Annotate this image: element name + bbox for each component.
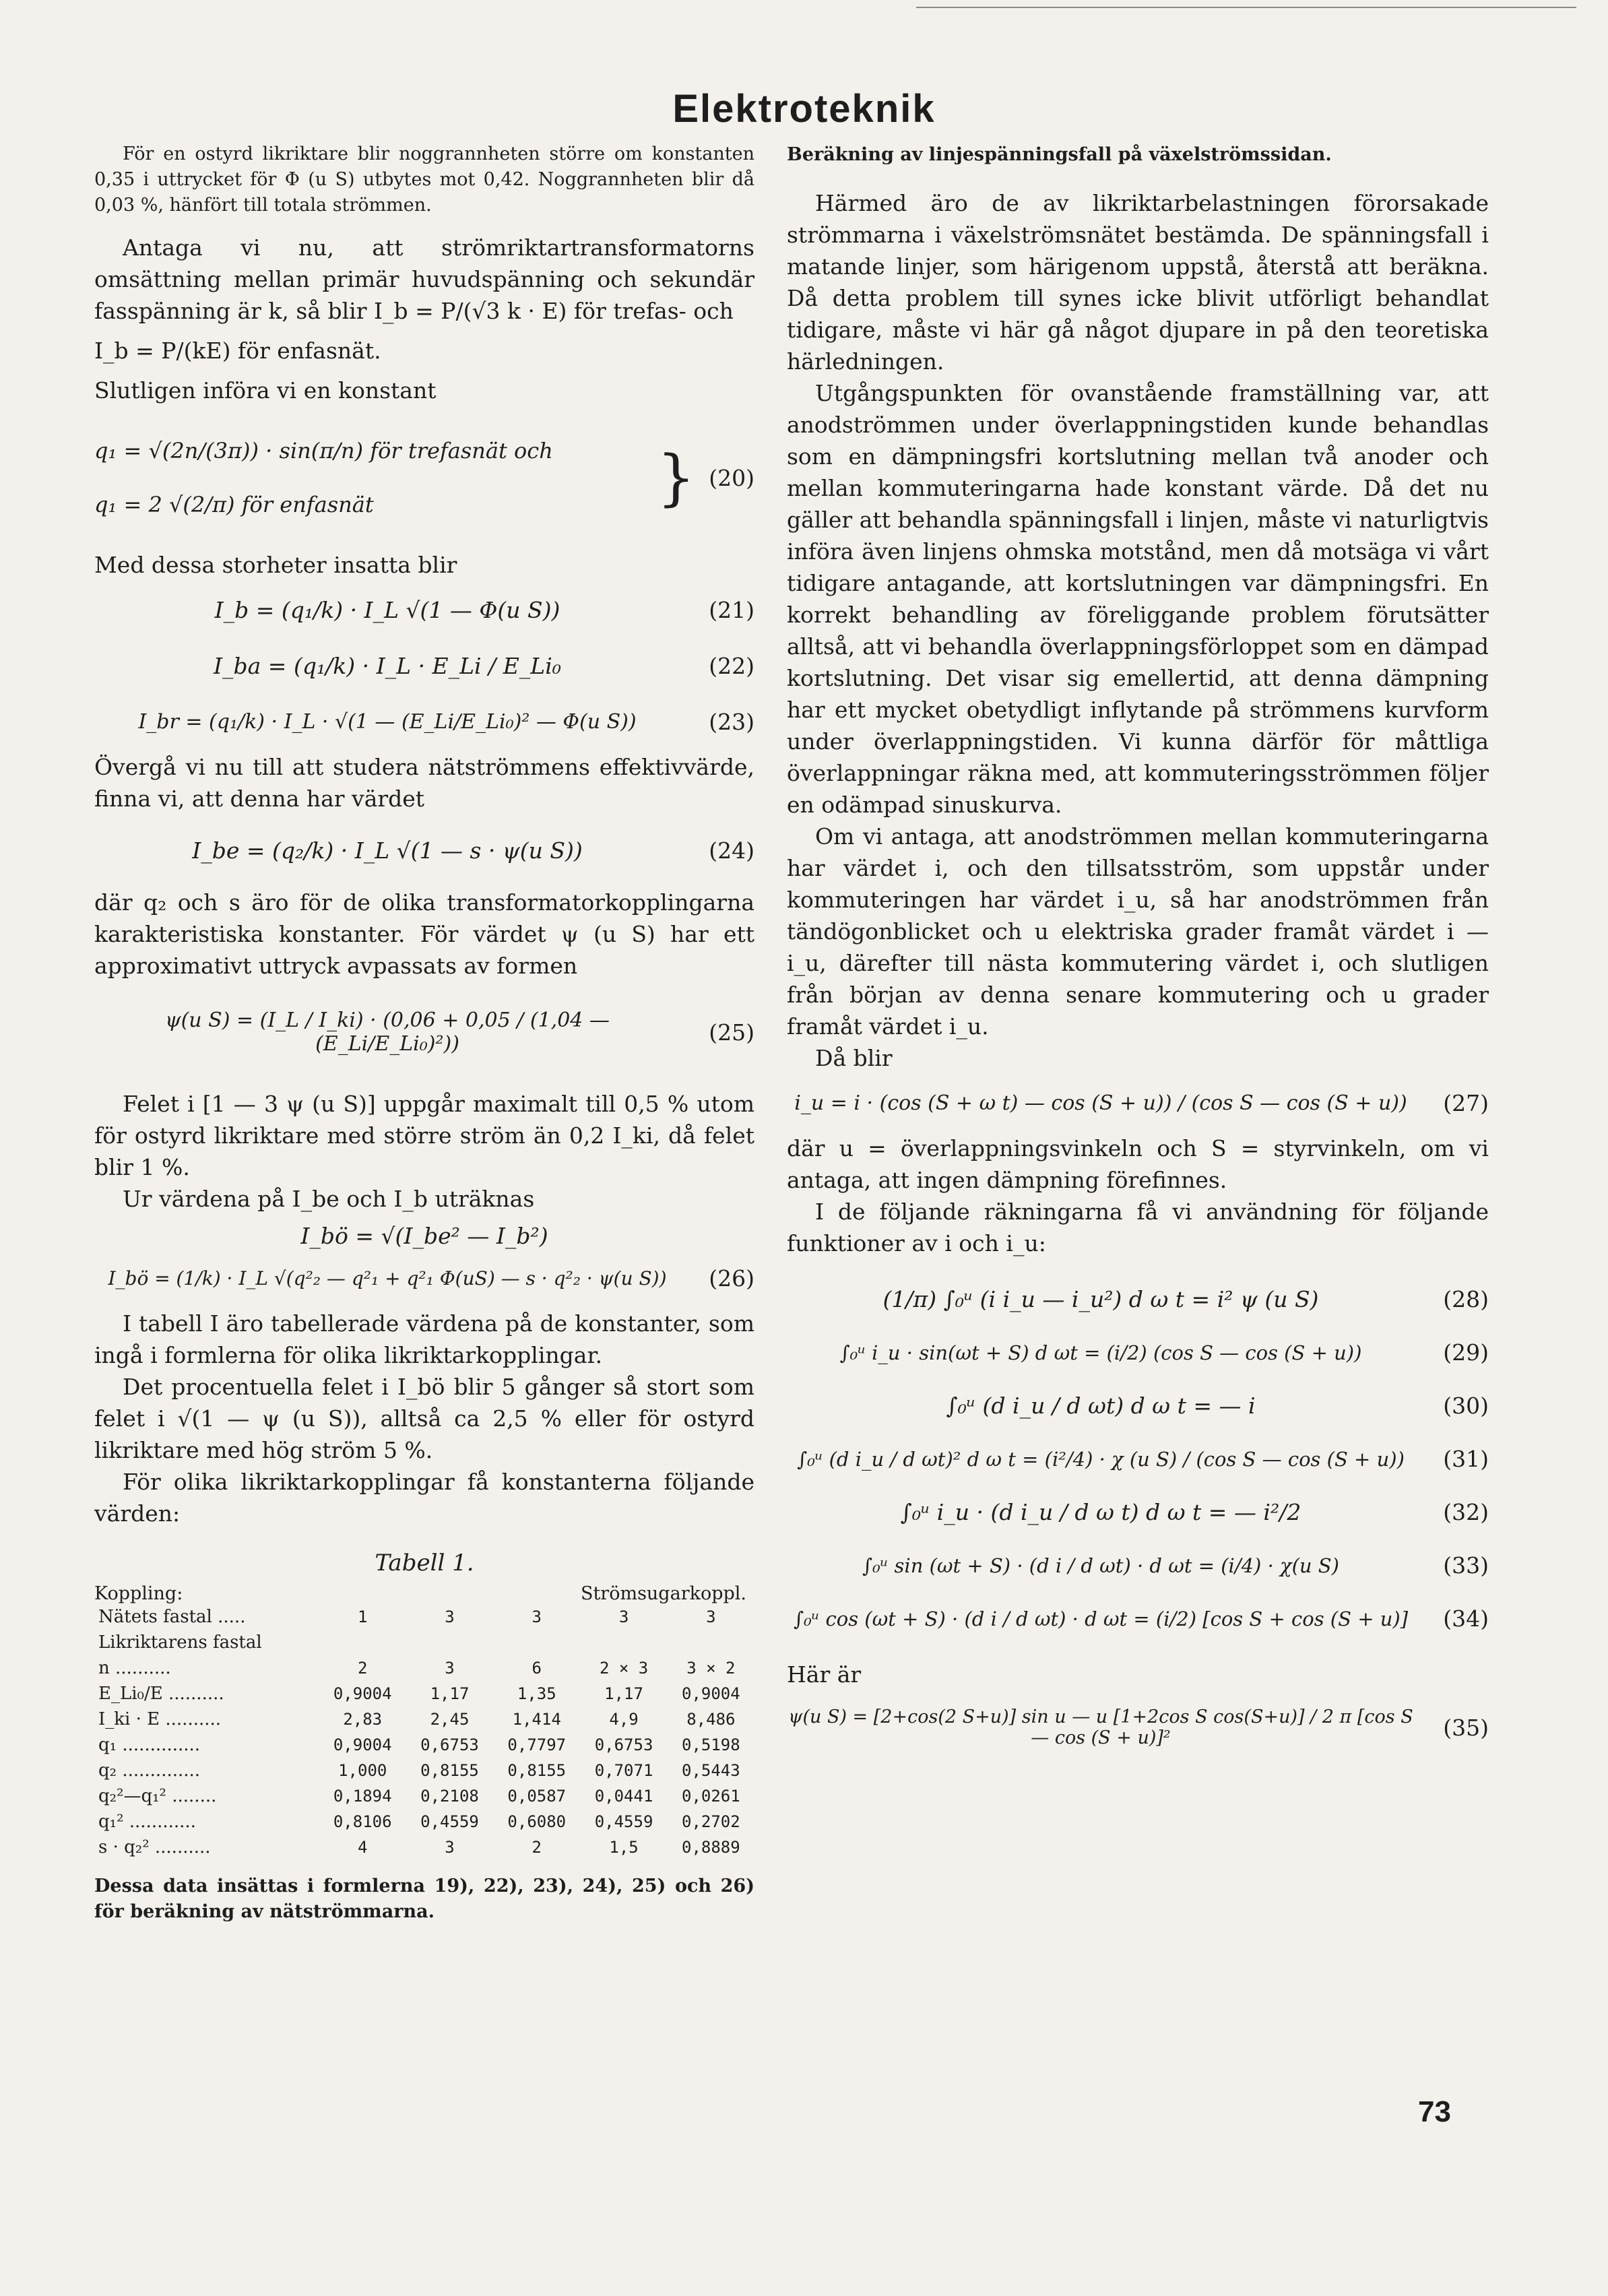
table-cell: 2 bbox=[532, 1838, 542, 1857]
table-cell: 0,6753 bbox=[594, 1735, 653, 1754]
table-cell: 4,9 bbox=[609, 1710, 639, 1729]
paragraph: Här är bbox=[787, 1661, 862, 1688]
equation: I_b = (q₁/k) · I_L √(1 — Φ(u S)) (21) bbox=[214, 597, 754, 623]
equation: ∫₀ᵘ i_u · sin(ωt + S) d ωt = (i/2) (cos S — cos (S + u)) (29) bbox=[839, 1339, 1489, 1366]
paragraph: Med dessa storheter insatta blir bbox=[94, 552, 457, 578]
paragraph: Härmed äro de av likriktarbelastningen förorsakade strömmarna i växelströmsnätet bestämda. De spänningsfall i matande linjer, som härigenom uppstå, återstå att beräkna. Då detta problem till synes icke blivit utförligt behandlat tidigare, måste vi här gå något djupare in på den teoretiska härledningen. bbox=[787, 190, 1489, 375]
equation: ∫₀ᵘ i_u · (d i_u / d ω t) d ω t = — i²/2 (32) bbox=[900, 1499, 1489, 1525]
table-cell: 0,4559 bbox=[594, 1812, 653, 1831]
paragraph: Antaga vi nu, att strömriktartransformatorns omsättning mellan primär huvudspänning och sekundär fasspänning är k, så blir I_b = P/(√3 k · E) för trefas- och bbox=[94, 234, 754, 324]
left-column bbox=[94, 141, 754, 1925]
paragraph: Då blir bbox=[815, 1045, 893, 1071]
table-row bbox=[94, 1835, 754, 1860]
table-cell: 0,9004 bbox=[333, 1684, 392, 1703]
table-row-label: Likriktarens fastal bbox=[98, 1632, 262, 1653]
table-row-label: I_ki · E .......... bbox=[98, 1709, 222, 1729]
equation: I_br = (q₁/k) · I_L · √(1 — (E_Li/E_Li₀)² — Φ(u S)) (23) bbox=[138, 709, 754, 735]
table-cell: 0,6080 bbox=[507, 1812, 567, 1831]
paragraph: Felet i [1 — 3 ψ (u S)] uppgår maximalt till 0,5 % utom för ostyrd likriktare med större ström än 0,2 I_ki, då felet blir 1 %. bbox=[94, 1091, 754, 1180]
paragraph: I de följande räkningarna få vi användning för följande funktioner av i och i_u: bbox=[787, 1199, 1489, 1256]
journal-title: Elektroteknik bbox=[672, 87, 936, 131]
table-cell: 8,486 bbox=[686, 1710, 736, 1729]
table-cell: 2 bbox=[357, 1659, 368, 1678]
equation-block-20: q₁ = √(2n/(3π)) · sin(π/n) för trefasnät och q₁ = 2 √(2/π) för enfasnät } (20) bbox=[94, 424, 754, 532]
table-cell: 0,9004 bbox=[333, 1735, 392, 1754]
paragraph: För olika likriktarkopplingar få konstanterna följande värden: bbox=[94, 1469, 754, 1527]
table-cell: 4 bbox=[357, 1838, 368, 1857]
equation: ψ(u S) = [2+cos(2 S+u)] sin u — u [1+2cos S cos(S+u)] / 2 π [cos S — cos (S + u)]² (35) bbox=[788, 1707, 1489, 1748]
equation: ∫₀ᵘ (d i_u / d ωt) d ω t = — i (30) bbox=[946, 1393, 1489, 1419]
table-cell: 1,000 bbox=[338, 1761, 387, 1780]
paragraph: För en ostyrd likriktare blir noggrannheten större om konstanten 0,35 i uttrycket för Φ (u S) utbytes mot 0,42. Noggrannheten blir då 0,03 %, hänfört till totala strömmen. bbox=[94, 144, 754, 216]
table-row-label: s · q₂² .......... bbox=[98, 1837, 211, 1857]
equation: I_bö = √(I_be² — I_b²) bbox=[300, 1223, 548, 1249]
table-cell: 0,5443 bbox=[682, 1761, 740, 1780]
paragraph: Det procentuella felet i I_bö blir 5 gånger så stort som felet i √(1 — ψ (u S)), alltså ca 2,5 % eller för ostyrd likriktare med hög ström 5 %. bbox=[94, 1374, 754, 1463]
table-row-label: E_Li₀/E .......... bbox=[98, 1684, 224, 1704]
table-cell: 3 bbox=[445, 1838, 455, 1857]
equation: I_be = (q₂/k) · I_L √(1 — s · ψ(u S)) (24) bbox=[192, 837, 754, 864]
table-cell bbox=[319, 1630, 406, 1655]
table-row-label: q₂ .............. bbox=[98, 1760, 201, 1781]
table-cell: 0,7797 bbox=[507, 1735, 567, 1754]
section-heading: Beräkning av linjespänningsfall på växelströmssidan. bbox=[787, 144, 1332, 165]
table-cell: 1,17 bbox=[430, 1684, 470, 1703]
table-cell: 3 bbox=[532, 1607, 542, 1626]
table-row bbox=[94, 1630, 754, 1655]
table-cell: 0,8155 bbox=[507, 1761, 567, 1780]
equation: I_bö = (1/k) · I_L √(q²₂ — q²₁ + q²₁ Φ(uS) — s · q²₂ · ψ(u S)) (26) bbox=[108, 1265, 754, 1292]
table-cell: 0,4559 bbox=[420, 1812, 479, 1831]
table-cell: 3 bbox=[445, 1659, 455, 1678]
equation: (1/π) ∫₀ᵘ (i i_u — i_u²) d ω t = i² ψ (u S) (28) bbox=[882, 1286, 1489, 1312]
table-cell bbox=[406, 1630, 493, 1655]
table-cell: 0,8106 bbox=[333, 1812, 392, 1831]
equation: I_b = P/(kE) för enfasnät. bbox=[94, 338, 381, 364]
table-cell: 0,9004 bbox=[682, 1684, 740, 1703]
paragraph: Om vi antaga, att anodströmmen mellan kommuteringarna har värdet i, och den tillsatsström, som uppstår under kommuteringen har värdet i_u, så har anodströmmen från tändögonblicket och u elektriska grader framåt värdet i — i_u, därefter till nästa kommutering värdet i, och slutligen från början av denna senare kommutering och u grader framåt värdet i_u. bbox=[787, 823, 1489, 1040]
equation: ∫₀ᵘ cos (ωt + S) · (d i / d ωt) · d ωt = (i/2) [cos S + cos (S + u)] (34) bbox=[793, 1605, 1489, 1632]
equation: i_u = i · (cos (S + ω t) — cos (S + u)) / (cos S — cos (S + u)) (27) bbox=[794, 1090, 1489, 1116]
table-group-label: Strömsugarkoppl. bbox=[580, 1583, 746, 1604]
table-cell: 3 bbox=[618, 1607, 629, 1626]
table-cell: 0,0587 bbox=[507, 1787, 567, 1806]
table-row bbox=[94, 1655, 754, 1681]
table-cell: 1,5 bbox=[609, 1838, 639, 1857]
table-header bbox=[94, 1583, 754, 1604]
table-cell: 3 bbox=[445, 1607, 455, 1626]
table-cell: 0,8889 bbox=[682, 1838, 740, 1857]
table-cell: 3 bbox=[706, 1607, 716, 1626]
paragraph: Ur värdena på I_be och I_b uträknas bbox=[123, 1186, 535, 1212]
table-caption: Tabell 1. bbox=[375, 1550, 474, 1576]
table-row bbox=[94, 1758, 754, 1783]
paragraph: I tabell I äro tabellerade värdena på de konstanter, som ingå i formlerna för olika likriktarkopplingar. bbox=[94, 1310, 754, 1368]
table-row bbox=[94, 1783, 754, 1809]
table-cell: 2 × 3 bbox=[599, 1659, 649, 1678]
table-row-label: q₁² ............ bbox=[98, 1812, 196, 1832]
table-row-label: q₂²—q₁² ........ bbox=[98, 1786, 217, 1806]
table-cell: 0,2108 bbox=[420, 1787, 479, 1806]
table-cell: 0,8155 bbox=[420, 1761, 479, 1780]
equation: q₁ = √(2n/(3π)) · sin(π/n) för trefasnät och bbox=[94, 438, 553, 464]
equation: I_ba = (q₁/k) · I_L · E_Li / E_Li₀ (22) bbox=[213, 653, 754, 679]
table-cell: 0,0261 bbox=[682, 1787, 740, 1806]
paragraph: Övergå vi nu till att studera nätströmmens effektivvärde, finna vi, att denna har värdet bbox=[94, 754, 754, 812]
table-row-label: q₁ .............. bbox=[98, 1735, 201, 1755]
table-cell bbox=[493, 1630, 580, 1655]
paragraph: där q₂ och s äro för de olika transformatorkopplingarna karakteristiska konstanter. För värdet ψ (u S) har ett approximativt uttryck avpassats av formen bbox=[94, 889, 754, 979]
table-cell: 0,0441 bbox=[594, 1787, 653, 1806]
table-cell: 0,7071 bbox=[594, 1761, 653, 1780]
table-cell: 3 × 2 bbox=[686, 1659, 736, 1678]
table-note: Dessa data insättas i formlerna 19), 22), 23), 24), 25) och 26) för beräkning av nätströmmarna. bbox=[94, 1876, 754, 1922]
table-cell: 0,2702 bbox=[682, 1812, 740, 1831]
table-cell: 2,45 bbox=[430, 1710, 470, 1729]
table-cell: 1,414 bbox=[512, 1710, 561, 1729]
table-cell: 2,83 bbox=[343, 1710, 383, 1729]
table-row-label: Nätets fastal ..... bbox=[98, 1607, 246, 1627]
paragraph: Slutligen införa vi en konstant bbox=[94, 377, 437, 404]
paragraph: där u = överlappningsvinkeln och S = styrvinkeln, om vi antaga, att ingen dämpning förefinnes. bbox=[787, 1135, 1489, 1193]
equation: ∫₀ᵘ sin (ωt + S) · (d i / d ωt) · d ωt = (i/4) · χ(u S) (33) bbox=[862, 1552, 1489, 1578]
table-cell: 0,5198 bbox=[682, 1735, 740, 1754]
table-cell: 1 bbox=[357, 1607, 368, 1626]
table-cell: 1,17 bbox=[604, 1684, 643, 1703]
equation: ∫₀ᵘ (d i_u / d ωt)² d ω t = (i²/4) · χ (u S) / (cos S — cos (S + u)) (31) bbox=[797, 1446, 1489, 1472]
table-row-label: n .......... bbox=[98, 1658, 171, 1678]
table-row bbox=[94, 1681, 754, 1707]
table-row bbox=[94, 1732, 754, 1758]
table-cell: 1,35 bbox=[517, 1684, 556, 1703]
table-cell: 0,1894 bbox=[333, 1787, 392, 1806]
paragraph: Utgångspunkten för ovanstående framställning var, att anodströmmen under överlappningstiden kunde behandlas som en dämpningsfri kortslutning mellan två anoder och mellan kommuteringarna hade konstant värde. Då det nu gäller att behandla spänningsfall i linjen, måste vi naturligtvis införa även linjens ohmska motstånd, men då motsäga vi vårt tidigare antagande, att kortslutningen var dämpningsfri. En korrekt behandling av föreliggande problem förutsätter alltså, att vi behandla överlappningsförloppet som en dämpad kortslutning. Det visar sig emellertid, att denna dämpning har ett mycket obetydligt inflytande på strömmens kurvform under överlappningstiden. Vi kunna därför för måttliga överlappningar räkna med, att kommuteringsströmmen följer en odämpad sinuskurva. bbox=[787, 380, 1489, 818]
table-cell bbox=[580, 1630, 667, 1655]
constants-table bbox=[94, 1604, 754, 1860]
top-rule bbox=[916, 7, 1576, 8]
table-row bbox=[94, 1707, 754, 1732]
table-row bbox=[94, 1604, 754, 1630]
table-koppling-label: Koppling: bbox=[94, 1583, 183, 1604]
equation: q₁ = 2 √(2/π) för enfasnät bbox=[94, 492, 374, 517]
table-cell: 6 bbox=[532, 1659, 542, 1678]
table-cell bbox=[668, 1630, 754, 1655]
table-cell: 0,6753 bbox=[420, 1735, 479, 1754]
right-column bbox=[787, 141, 1489, 1764]
equation: ψ(u S) = (I_L / I_ki) · (0,06 + 0,05 / (1,04 — (E_Li/E_Li₀)²)) (25) bbox=[165, 1009, 754, 1056]
page-number: 73 bbox=[1418, 2095, 1451, 2128]
equation-number: (20) bbox=[709, 464, 754, 491]
table-row bbox=[94, 1809, 754, 1835]
